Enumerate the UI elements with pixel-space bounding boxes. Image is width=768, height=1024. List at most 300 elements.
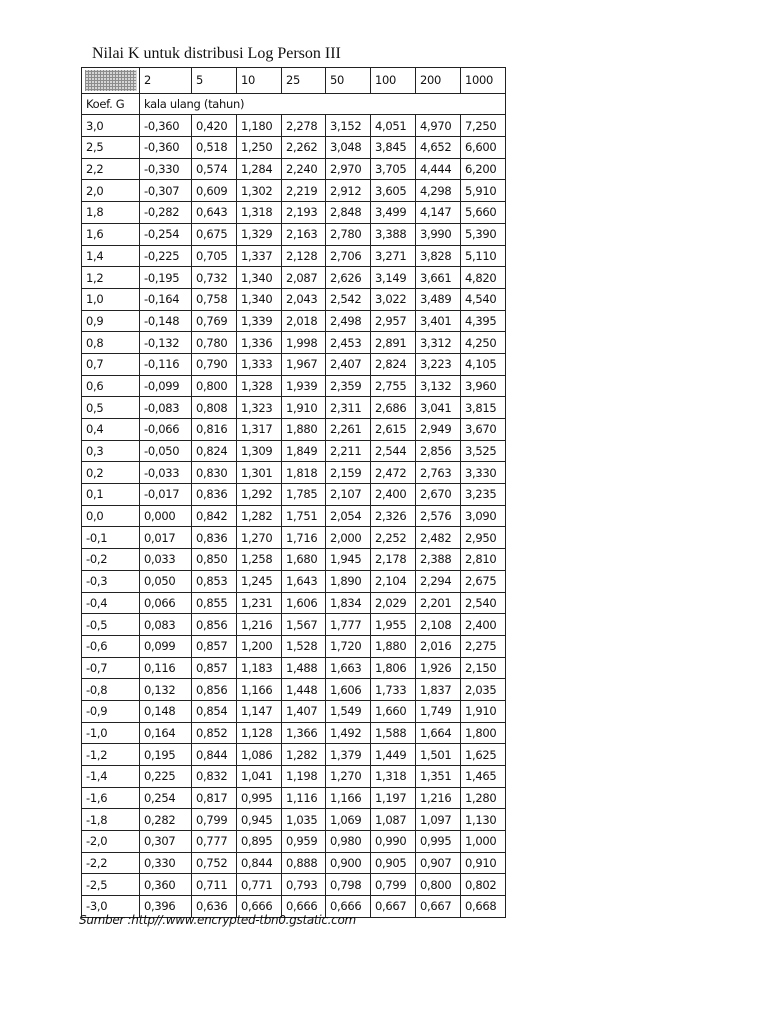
k-value-cell: 0,824 <box>192 440 237 462</box>
k-value-cell: 1,198 <box>282 766 326 788</box>
table-row <box>82 614 506 636</box>
k-value-cell: 3,670 <box>461 419 506 441</box>
k-value-cell: 1,407 <box>282 700 326 722</box>
k-value-cell: 0,195 <box>140 744 192 766</box>
k-value-cell: 2,275 <box>461 635 506 657</box>
g-coefficient-cell: -2,0 <box>82 831 140 853</box>
k-value-cell: 2,087 <box>282 267 326 289</box>
table-row <box>82 223 506 245</box>
k-value-cell: 1,284 <box>237 158 282 180</box>
k-value-cell: 1,465 <box>461 766 506 788</box>
k-value-cell: 1,282 <box>282 744 326 766</box>
k-value-cell: 1,000 <box>461 831 506 853</box>
k-value-cell: 1,318 <box>237 202 282 224</box>
k-value-cell: 1,216 <box>416 787 461 809</box>
g-coefficient-cell: 1,8 <box>82 202 140 224</box>
header-cell: 50 <box>326 68 371 94</box>
k-value-cell: 1,939 <box>282 375 326 397</box>
header-cell: 2 <box>140 68 192 94</box>
k-value-cell: 1,680 <box>282 549 326 571</box>
k-value-cell: 3,960 <box>461 375 506 397</box>
k-value-cell: 1,130 <box>461 809 506 831</box>
header-cell: 10 <box>237 68 282 94</box>
k-value-cell: 1,890 <box>326 570 371 592</box>
k-value-cell: 0,830 <box>192 462 237 484</box>
k-value-cell: 1,643 <box>282 570 326 592</box>
k-value-cell: 0,854 <box>192 700 237 722</box>
k-value-cell: 5,660 <box>461 202 506 224</box>
k-value-cell: 0,643 <box>192 202 237 224</box>
k-value-cell: 1,910 <box>282 397 326 419</box>
k-value-cell: 3,048 <box>326 137 371 159</box>
k-value-cell: 2,407 <box>326 353 371 375</box>
k-value-cell: 3,828 <box>416 245 461 267</box>
k-value-cell: 2,211 <box>326 440 371 462</box>
k-value-cell: 0,808 <box>192 397 237 419</box>
header-cell: 100 <box>371 68 416 94</box>
g-coefficient-cell: 0,3 <box>82 440 140 462</box>
table-row <box>82 744 506 766</box>
k-value-cell: 2,949 <box>416 419 461 441</box>
g-coefficient-cell: 0,0 <box>82 505 140 527</box>
k-value-cell: 0,780 <box>192 332 237 354</box>
k-value-cell: 2,108 <box>416 614 461 636</box>
k-value-cell: 2,400 <box>461 614 506 636</box>
k-value-cell: 3,525 <box>461 440 506 462</box>
k-value-cell: 0,282 <box>140 809 192 831</box>
k-value-cell: 3,149 <box>371 267 416 289</box>
k-value-cell: 2,856 <box>416 440 461 462</box>
k-value-cell: 0,853 <box>192 570 237 592</box>
k-value-cell: 3,815 <box>461 397 506 419</box>
k-value-cell: 1,664 <box>416 722 461 744</box>
k-value-cell: 1,606 <box>282 592 326 614</box>
k-value-cell: 0,777 <box>192 831 237 853</box>
k-value-cell: 0,307 <box>140 831 192 853</box>
k-value-cell: 1,258 <box>237 549 282 571</box>
g-coefficient-cell: 0,4 <box>82 419 140 441</box>
k-value-cell: 0,945 <box>237 809 282 831</box>
table-row <box>82 549 506 571</box>
k-value-cell: 1,660 <box>371 700 416 722</box>
table-row <box>82 158 506 180</box>
k-value-cell: 2,542 <box>326 288 371 310</box>
k-value-cell: 2,498 <box>326 310 371 332</box>
k-value-cell: 2,178 <box>371 549 416 571</box>
g-coefficient-cell: -1,0 <box>82 722 140 744</box>
table-row <box>82 635 506 657</box>
k-value-cell: 1,336 <box>237 332 282 354</box>
table-row <box>82 353 506 375</box>
k-value-cell: 1,967 <box>282 353 326 375</box>
k-value-cell: 2,912 <box>326 180 371 202</box>
k-value-cell: 1,301 <box>237 462 282 484</box>
k-value-cell: 2,262 <box>282 137 326 159</box>
table-row <box>82 397 506 419</box>
k-value-cell: -0,164 <box>140 288 192 310</box>
k-value-cell: 1,200 <box>237 635 282 657</box>
table-row <box>82 679 506 701</box>
k-value-cell: -0,050 <box>140 440 192 462</box>
k-value-cell: 2,472 <box>371 462 416 484</box>
k-value-cell: 1,955 <box>371 614 416 636</box>
k-value-cell: 0,907 <box>416 852 461 874</box>
table-body <box>82 68 506 918</box>
k-value-cell: 4,105 <box>461 353 506 375</box>
k-value-cell: 3,705 <box>371 158 416 180</box>
k-value-cell: 1,282 <box>237 505 282 527</box>
g-coefficient-cell: 0,1 <box>82 484 140 506</box>
table-row <box>82 332 506 354</box>
k-value-cell: 4,147 <box>416 202 461 224</box>
k-value-cell: 0,116 <box>140 657 192 679</box>
k-value-cell: -0,307 <box>140 180 192 202</box>
k-value-cell: 1,751 <box>282 505 326 527</box>
k-value-cell: 1,097 <box>416 809 461 831</box>
k-value-cell: 0,668 <box>461 896 506 918</box>
k-value-cell: 1,147 <box>237 700 282 722</box>
k-value-cell: 0,164 <box>140 722 192 744</box>
k-value-cell: 0,420 <box>192 115 237 137</box>
g-coefficient-cell: -0,4 <box>82 592 140 614</box>
g-coefficient-cell: -1,2 <box>82 744 140 766</box>
k-value-cell: 1,910 <box>461 700 506 722</box>
k-value-cell: 3,990 <box>416 223 461 245</box>
k-value-cell: 3,090 <box>461 505 506 527</box>
k-value-cell: 1,317 <box>237 419 282 441</box>
k-value-cell: 2,675 <box>461 570 506 592</box>
k-value-cell: 2,950 <box>461 527 506 549</box>
g-coefficient-cell: -2,5 <box>82 874 140 896</box>
k-value-cell: 2,482 <box>416 527 461 549</box>
corner-hatch-cell <box>82 68 140 94</box>
k-value-cell: 1,339 <box>237 310 282 332</box>
k-value-cell: 2,107 <box>326 484 371 506</box>
k-value-cell: 1,351 <box>416 766 461 788</box>
document-title: Nilai K untuk distribusi Log Person III <box>92 45 341 62</box>
k-value-cell: 0,900 <box>326 852 371 874</box>
k-value-cell: 1,716 <box>282 527 326 549</box>
table-row <box>82 137 506 159</box>
k-value-cell: 0,816 <box>192 419 237 441</box>
k-value-cell: 1,333 <box>237 353 282 375</box>
k-value-cell: 1,166 <box>237 679 282 701</box>
k-value-cell: 1,449 <box>371 744 416 766</box>
k-value-cell: 3,041 <box>416 397 461 419</box>
k-value-cell: -0,033 <box>140 462 192 484</box>
table-row <box>82 505 506 527</box>
table-row <box>82 722 506 744</box>
table-row <box>82 484 506 506</box>
k-value-cell: -0,330 <box>140 158 192 180</box>
k-value-cell: 1,880 <box>282 419 326 441</box>
k-value-cell: 3,271 <box>371 245 416 267</box>
k-value-cell: 0,905 <box>371 852 416 874</box>
k-value-cell: 1,231 <box>237 592 282 614</box>
k-value-cell: 2,686 <box>371 397 416 419</box>
k-value-cell: 2,848 <box>326 202 371 224</box>
table-row <box>82 245 506 267</box>
table-row <box>82 766 506 788</box>
k-value-cell: -0,282 <box>140 202 192 224</box>
k-value-cell: 2,957 <box>371 310 416 332</box>
k-value-cell: 1,834 <box>326 592 371 614</box>
k-value-cell: 1,492 <box>326 722 371 744</box>
k-value-cell: -0,360 <box>140 115 192 137</box>
g-coefficient-cell: -0,6 <box>82 635 140 657</box>
k-value-cell: 4,444 <box>416 158 461 180</box>
g-coefficient-cell: -1,4 <box>82 766 140 788</box>
k-value-cell: 3,022 <box>371 288 416 310</box>
k-value-cell: 0,844 <box>237 852 282 874</box>
k-value-cell: 1,280 <box>461 787 506 809</box>
k-value-cell: 2,016 <box>416 635 461 657</box>
k-value-cell: 2,544 <box>371 440 416 462</box>
k-value-cell: 0,254 <box>140 787 192 809</box>
k-value-cell: 0,066 <box>140 592 192 614</box>
k-value-cell: 0,667 <box>416 896 461 918</box>
k-value-cell: 0,666 <box>237 896 282 918</box>
k-value-cell: 2,128 <box>282 245 326 267</box>
k-value-cell: 2,763 <box>416 462 461 484</box>
k-value-cell: 3,235 <box>461 484 506 506</box>
k-value-cell: 1,818 <box>282 462 326 484</box>
k-value-cell: 2,219 <box>282 180 326 202</box>
k-value-cell: 2,326 <box>371 505 416 527</box>
k-value-cell: 1,250 <box>237 137 282 159</box>
k-value-cell: 0,033 <box>140 549 192 571</box>
k-value-cell: 2,043 <box>282 288 326 310</box>
k-value-cell: 0,083 <box>140 614 192 636</box>
k-value-cell: 4,395 <box>461 310 506 332</box>
header-cell: 5 <box>192 68 237 94</box>
k-value-cell: 6,600 <box>461 137 506 159</box>
k-value-cell: 2,670 <box>416 484 461 506</box>
table-row <box>82 440 506 462</box>
table-row <box>82 874 506 896</box>
k-value-cell: 2,359 <box>326 375 371 397</box>
k-value-cell: 2,193 <box>282 202 326 224</box>
k-value-cell: 3,223 <box>416 353 461 375</box>
k-value-cell: 3,401 <box>416 310 461 332</box>
header-cell: 1000 <box>461 68 506 94</box>
k-value-cell: 1,216 <box>237 614 282 636</box>
g-coefficient-cell: -0,1 <box>82 527 140 549</box>
k-value-cell: 2,201 <box>416 592 461 614</box>
k-value-cell: 1,035 <box>282 809 326 831</box>
g-coefficient-cell: -2,2 <box>82 852 140 874</box>
k-value-cell: 0,852 <box>192 722 237 744</box>
g-coefficient-cell: -0,8 <box>82 679 140 701</box>
header-cell: 25 <box>282 68 326 94</box>
k-value-cell: 0,844 <box>192 744 237 766</box>
k-value-cell: 0,360 <box>140 874 192 896</box>
k-value-cell: 0,832 <box>192 766 237 788</box>
g-coefficient-cell: -1,6 <box>82 787 140 809</box>
table-row <box>82 202 506 224</box>
k-value-cell: 0,711 <box>192 874 237 896</box>
k-value-cell: 0,817 <box>192 787 237 809</box>
k-value-cell: 1,183 <box>237 657 282 679</box>
k-value-cell: 0,856 <box>192 614 237 636</box>
table-row <box>82 267 506 289</box>
k-value-cell: 1,366 <box>282 722 326 744</box>
table-row <box>82 115 506 137</box>
k-value-cell: 4,820 <box>461 267 506 289</box>
k-value-cell: 0,995 <box>416 831 461 853</box>
k-value-cell: 2,626 <box>326 267 371 289</box>
source-citation: Sumber :http//.www.encrypted-tbn0.gstatic.com <box>79 913 356 927</box>
k-value-cell: 0,990 <box>371 831 416 853</box>
g-coefficient-cell: 0,6 <box>82 375 140 397</box>
table-row <box>82 852 506 874</box>
k-value-cell: 1,880 <box>371 635 416 657</box>
k-value-cell: 2,615 <box>371 419 416 441</box>
k-value-cell: 3,489 <box>416 288 461 310</box>
k-value-cell: 0,769 <box>192 310 237 332</box>
k-value-cell: 0,856 <box>192 679 237 701</box>
k-value-cell: 0,895 <box>237 831 282 853</box>
header-row <box>82 68 506 94</box>
table-row <box>82 657 506 679</box>
k-value-cell: 0,800 <box>192 375 237 397</box>
k-value-cell: 1,777 <box>326 614 371 636</box>
k-value-cell: 2,706 <box>326 245 371 267</box>
k-value-cell: 0,518 <box>192 137 237 159</box>
k-value-cell: 0,752 <box>192 852 237 874</box>
k-value-cell: 2,150 <box>461 657 506 679</box>
g-coefficient-cell: -0,9 <box>82 700 140 722</box>
k-value-cell: 1,945 <box>326 549 371 571</box>
k-value-cell: 1,166 <box>326 787 371 809</box>
k-value-cell: 1,448 <box>282 679 326 701</box>
k-value-cell: -0,083 <box>140 397 192 419</box>
k-value-cell: 0,959 <box>282 831 326 853</box>
k-value-cell: 0,793 <box>282 874 326 896</box>
k-value-cell: 2,163 <box>282 223 326 245</box>
k-value-cell: 4,051 <box>371 115 416 137</box>
k-value-cell: 1,329 <box>237 223 282 245</box>
k-value-cell: 3,661 <box>416 267 461 289</box>
k-value-cell: 2,576 <box>416 505 461 527</box>
k-value-cell: 1,749 <box>416 700 461 722</box>
k-value-cell: 3,388 <box>371 223 416 245</box>
k-value-cell: 2,824 <box>371 353 416 375</box>
k-value-cell: 0,842 <box>192 505 237 527</box>
k-value-cell: 1,340 <box>237 288 282 310</box>
table-row <box>82 527 506 549</box>
k-value-cell: 1,041 <box>237 766 282 788</box>
k-value-cell: 0,017 <box>140 527 192 549</box>
k-value-cell: 0,330 <box>140 852 192 874</box>
g-coefficient-cell: 0,2 <box>82 462 140 484</box>
k-value-cell: 2,311 <box>326 397 371 419</box>
k-value-cell: 1,180 <box>237 115 282 137</box>
k-value-cell: 0,888 <box>282 852 326 874</box>
k-value-cell: 3,605 <box>371 180 416 202</box>
g-coefficient-cell: 2,0 <box>82 180 140 202</box>
k-value-cell: 1,549 <box>326 700 371 722</box>
k-value-cell: 2,294 <box>416 570 461 592</box>
table-row <box>82 375 506 397</box>
k-value-cell: 1,625 <box>461 744 506 766</box>
table-row <box>82 310 506 332</box>
k-value-cell: 2,891 <box>371 332 416 354</box>
k-value-cell: 6,200 <box>461 158 506 180</box>
k-value-cell: 1,197 <box>371 787 416 809</box>
table-row <box>82 570 506 592</box>
k-value-cell: 0,857 <box>192 657 237 679</box>
k-value-cell: 1,318 <box>371 766 416 788</box>
k-value-cell: 0,050 <box>140 570 192 592</box>
k-value-cell: 4,298 <box>416 180 461 202</box>
table-row <box>82 462 506 484</box>
g-coefficient-cell: 1,4 <box>82 245 140 267</box>
k-value-cell: 0,667 <box>371 896 416 918</box>
k-value-cell: 0,732 <box>192 267 237 289</box>
k-value-cell: 2,278 <box>282 115 326 137</box>
k-value-cell: -0,254 <box>140 223 192 245</box>
k-value-cell: 0,225 <box>140 766 192 788</box>
table-row <box>82 787 506 809</box>
k-value-cell: 0,574 <box>192 158 237 180</box>
k-value-cell: 0,636 <box>192 896 237 918</box>
k-value-cell: 5,910 <box>461 180 506 202</box>
k-value-cell: 0,799 <box>371 874 416 896</box>
k-value-cell: 5,110 <box>461 245 506 267</box>
k-value-cell: 1,800 <box>461 722 506 744</box>
k-value-table <box>81 67 506 918</box>
k-value-cell: 0,910 <box>461 852 506 874</box>
k-value-cell: 3,499 <box>371 202 416 224</box>
k-value-cell: 1,606 <box>326 679 371 701</box>
k-value-cell: 0,675 <box>192 223 237 245</box>
k-value-cell: 1,806 <box>371 657 416 679</box>
k-value-cell: 2,104 <box>371 570 416 592</box>
k-value-cell: -0,099 <box>140 375 192 397</box>
k-value-cell: 0,836 <box>192 527 237 549</box>
k-value-cell: 0,799 <box>192 809 237 831</box>
k-value-cell: 1,337 <box>237 245 282 267</box>
header-cell: 200 <box>416 68 461 94</box>
k-value-cell: -0,225 <box>140 245 192 267</box>
g-coefficient-cell: -0,5 <box>82 614 140 636</box>
k-value-cell: 1,340 <box>237 267 282 289</box>
k-value-cell: 2,400 <box>371 484 416 506</box>
table-row <box>82 288 506 310</box>
k-value-cell: 2,159 <box>326 462 371 484</box>
k-value-cell: 3,845 <box>371 137 416 159</box>
k-value-cell: 0,609 <box>192 180 237 202</box>
k-value-cell: 0,980 <box>326 831 371 853</box>
k-value-cell: -0,116 <box>140 353 192 375</box>
k-value-cell: 7,250 <box>461 115 506 137</box>
k-value-cell: 2,054 <box>326 505 371 527</box>
k-value-cell: -0,148 <box>140 310 192 332</box>
k-value-cell: 2,252 <box>371 527 416 549</box>
k-value-cell: 1,528 <box>282 635 326 657</box>
k-value-cell: 2,755 <box>371 375 416 397</box>
k-value-cell: 0,855 <box>192 592 237 614</box>
g-coefficient-cell: 1,0 <box>82 288 140 310</box>
k-value-cell: 1,292 <box>237 484 282 506</box>
k-value-cell: 0,099 <box>140 635 192 657</box>
k-value-cell: 1,069 <box>326 809 371 831</box>
k-value-cell: 0,798 <box>326 874 371 896</box>
table-row <box>82 180 506 202</box>
k-value-cell: 1,567 <box>282 614 326 636</box>
k-value-cell: 1,663 <box>326 657 371 679</box>
